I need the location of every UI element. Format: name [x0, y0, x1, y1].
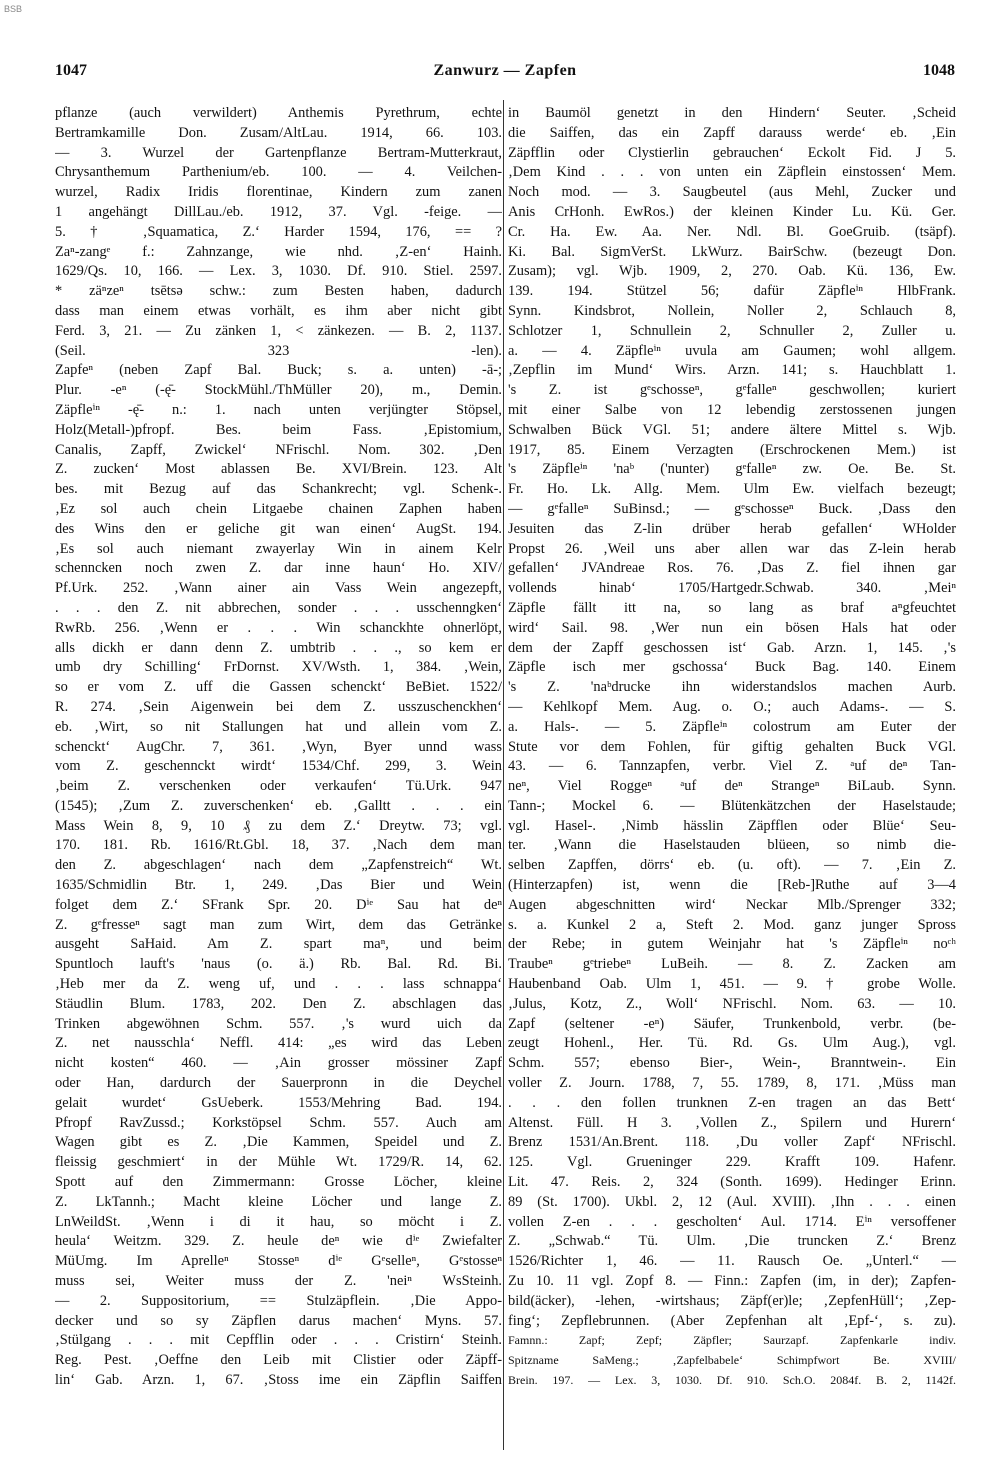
text-line: 's Zäpfleⁱⁿ 'naᵇ ('nunter) gᵉfalleⁿ zw. Oe. Be. St. — [508, 461, 956, 478]
text-line: Brein. 197. — Lex. 3, 1030. Df. 910. Sch.O. 2084f. B. 2, 1142f. — [508, 1373, 956, 1387]
text-line: bild(äcker), -lehen, -wirtshaus; Zäpf(er)le; ‚ZepfenHüll‘; ‚Zep- — [508, 1292, 956, 1309]
text-line: wurzel, Radix Iridis florentinae, Kindern zum zanen — [55, 184, 502, 201]
text-line: Noch mod. — 3. Saugbeutel (aus Mehl, Zucker und — [508, 184, 956, 201]
text-line: Zäpfflin oder Clystierlin gebrauchen‘ Eckolt Fid. J 5. — [508, 144, 956, 161]
text-line: Zäpfle fällt itt na, so lang as braf aⁿgfeuchtet — [508, 599, 956, 616]
text-line: Lit. 47. Reis. 2, 324 (Sonth. 1699). Hedinger Erinn. — [508, 1174, 956, 1191]
text-line: Stute vor dem Fohlen, für giftig gehalten Buck VGl. — [508, 738, 956, 755]
text-line: ‚Ez sol auch chein Litgaebe chainen Zaphen haben — [55, 500, 502, 517]
running-title: Zanwurz — Zapfen — [433, 62, 577, 79]
text-line: — 3. Wurzel der Gartenpflanze Bertram-Mutterkraut, — [55, 144, 502, 161]
text-line: 1 angehängt DillLau./eb. 1912, 37. Vgl. -feige. — — [55, 203, 502, 220]
text-line: in Baumöl genetzt in den Hindern‘ Seuter. ‚Scheid — [508, 105, 956, 121]
text-line: 1629/Qs. 10, 166. — Lex. 3, 1030. Df. 910. Stiel. 2597. — [55, 263, 502, 280]
text-line: Trinken abgewöhnen Schm. 557. ‚'s wurd uich da — [55, 1015, 502, 1032]
text-line: decker und so sy Zäpflen darus machen‘ Myns. 57. — [55, 1312, 502, 1329]
text-line: 89 (St. 1700). Ukbl. 2, 12 (Aul. XVIII). ‚Ihn . . . einen — [508, 1193, 956, 1210]
text-line: Cr. Ha. Ew. Aa. Ner. Ndl. Bl. GoeGruib. (tsäpf). — [508, 223, 956, 240]
text-line: so er vom Z. uff die Gassen schenckt‘ BeBiet. 1522/ — [55, 679, 502, 696]
text-line: Schwalben Bück VGl. 51; andere ältere Mittel s. Wjb. — [508, 421, 956, 438]
page-number-left: 1047 — [55, 62, 87, 79]
text-line: 43. — 6. Tannzapfen, verbr. Viel Z. ᵃuf deⁿ Tan- — [508, 758, 956, 775]
text-line: Spott auf den Zimmermann: Grosse Löcher, kleine — [55, 1174, 502, 1191]
text-line: — 2. Suppositorium, == Stulzäpflein. ‚Die Appo- — [55, 1292, 502, 1309]
text-line: 5. † ‚Squamatica, Z.‘ Harder 1594, 176, == ? — [55, 223, 502, 240]
right-column — [508, 104, 956, 1464]
text-line: vom Z. geschennckt wirdt‘ 1534/Chf. 299, 3. Wein — [55, 758, 502, 775]
text-line: Traubeⁿ gᵉtriebeⁿ LuBeih. — 8. Z. Zacken am — [508, 956, 956, 973]
text-line: Zäpfleⁱⁿ -ę̄- n.: 1. nach unten verjüngter Stöpsel, — [55, 401, 502, 418]
text-line: fleissig geschmiert‘ in der Mühle Wt. 1729/R. 14, 62. — [55, 1154, 502, 1171]
text-line: Propst 26. ‚Weil uns aber allen war das Z-lein herab — [508, 540, 956, 557]
text-line: Augen abgeschnitten wird‘ Neckar Mlb./Sprenger 332; — [508, 896, 956, 913]
text-line: dem der Zapff geschossen ist‘ Gab. Arzn. 1, 145. ‚'s — [508, 639, 956, 656]
text-line: — gᵉfalleⁿ SuBinsd.; — gᵉschosseⁿ Buck. ‚Dass den — [508, 500, 956, 517]
text-line: Zaⁿ-zangᵉ f.: Zahnzange, wie nhd. ‚Z-en‘ Hainh. — [55, 243, 502, 260]
library-stamp: BSB — [4, 4, 23, 14]
text-line: ‚Julus, Kotz, Z., Woll‘ NFrischl. Nom. 63. — 10. — [508, 995, 956, 1012]
text-line: zeugt Hohenl., Her. Tü. Rd. Gs. Ulm Aug.), vgl. — [508, 1035, 956, 1052]
text-line: gefallen‘ JVAndreae Ros. 76. ‚Das Z. fiel ihnen gar — [508, 560, 956, 577]
text-line: die Saiffen, das ein Zapff darauss werde‘ eb. ‚Ein — [508, 124, 956, 141]
text-line: LnWeildSt. ‚Wenn i di it hau, so möcht i Z. — [55, 1213, 502, 1230]
text-line: Wagen gibt es Z. ‚Die Kammen, Speidel und Z. — [55, 1134, 502, 1151]
text-line: R. 274. ‚Sein Aigenwein bei dem Z. usszuschenckhen‘ — [55, 698, 502, 715]
text-line: Haubenband Oab. Ulm 1, 451. — 9. † grobe Wolle. — [508, 976, 956, 993]
text-line: ter. ‚Wann die Haselstauden blüeen, so nimb die- — [508, 837, 956, 854]
text-line: ‚Heb mer da Z. weng uf, und . . . lass schnappa‘ — [55, 976, 502, 993]
text-line: Z. gᵉfresseⁿ sagt man zum Wirt, dem das Getränke — [55, 916, 502, 933]
text-line: MüUmg. Im Aprelleⁿ Stosseⁿ dⁱᵉ Gᵉselleⁿ, Gᵉstosseⁿ — [55, 1253, 502, 1270]
text-line: Pf.Urk. 252. ‚Wann ainer ain Vass Wein angezepft, — [55, 580, 502, 597]
text-line: bes. mit Bezug auf das Schankrecht; vgl. Schenk-. — [55, 481, 502, 498]
text-line: schenckt‘ AugChr. 7, 361. ‚Wyn, Byer unnd wass — [55, 738, 502, 755]
text-line: Z. zucken‘ Most ablassen Be. XVI/Brein. 123. Alt — [55, 461, 502, 478]
text-line: ‚beim Z. verschenken oder verkaufen‘ Tü.Urk. 947 — [55, 778, 502, 795]
text-line: Z. net nausschla‘ Neffl. 414: „es wird das Leben — [55, 1035, 502, 1052]
text-line: vollends hinab‘ 1705/Hartgedr.Schwab. 340. ‚Meiⁿ — [508, 580, 956, 597]
page-number-right: 1048 — [923, 62, 955, 79]
text-line: Chrysanthemum Parthenium/eb. 100. — 4. Veilchen- — [55, 164, 502, 181]
text-line: fing‘; Zepflebrunnen. (Aber Zepfenhan alt ‚Epf-‘, s. zu). — [508, 1312, 956, 1329]
text-line: Zusam); vgl. Wjb. 1909, 2, 270. Oab. Kü. 136, Ew. — [508, 263, 956, 280]
text-line: 's Z. 'naᵇdrucke ihn widerstandslos machen Aurb. — [508, 679, 956, 696]
text-line: Z. „Schwab.“ Tü. Ulm. ‚Die truncken Z.‘ Brenz — [508, 1233, 956, 1250]
text-line: lin‘ Gab. Arzn. 1, 67. ‚Stoss ime ein Zäpflin Saiffen — [55, 1372, 502, 1388]
text-line: Pfropf RavZussd.; Korkstöpsel Schm. 557. Auch am — [55, 1114, 502, 1131]
text-line: Bertramkamille Don. Zusam/AltLau. 1914, 66. 103. — [55, 124, 502, 141]
text-line: Spuntloch lauft's 'naus (o. ä.) Rb. Bal. Rd. Bi. — [55, 956, 502, 973]
text-line: a. Hals-. — 5. Zäpfleⁱⁿ colostrum am Euter der — [508, 718, 956, 735]
text-line: Mass Wein 8, 9, 10 ₰ zu dem Z.‘ Dreytw. 73; vgl. — [55, 817, 502, 834]
text-line: s. a. Kunkel 2 a, Steft 2. Mod. ganz junger Spross — [508, 916, 956, 933]
text-line: 1917, 85. Einem Verzagten (Erschrockenen Mem.) ist — [508, 441, 956, 458]
text-line: Ki. Bal. SigmVerSt. LkWurz. BairSchw. (bezeugt Don. — [508, 243, 956, 260]
column-divider — [503, 100, 504, 1450]
text-line: folget dem Z.‘ SFrank Spr. 20. Dⁱᵉ Sau hat deⁿ — [55, 896, 502, 913]
text-line: Jesuiten das Z-lin drüber herab gefallen‘ WHolder — [508, 520, 956, 537]
text-line: Canalis, Zapff, Zwickel‘ NFrischl. Nom. 302. ‚Den — [55, 441, 502, 458]
text-line: (Seil. 323 -len). — [55, 342, 502, 359]
text-line: Famnn.: Zapf; Zepf; Zäpfler; Saurzapf. Zapfenkarle indiv. — [508, 1333, 956, 1348]
text-line: ‚Dem Kind . . . von unten ein Zäpflein einstossen‘ Mem. — [508, 164, 956, 181]
text-line: Schlotzer 1, Schnullein 2, Schnuller 2, Zuller u. — [508, 322, 956, 339]
text-line: ‚Zepflin im Mund‘ Wirs. Arzn. 141; s. Hauchblatt 1. — [508, 362, 956, 379]
text-line: neⁿ, Viel Roggeⁿ ᵃuf deⁿ Strangeⁿ BiLaub. Synn. — [508, 778, 956, 795]
text-line: — Kehlkopf Mem. Aug. o. O.; auch Adams-. — S. — [508, 698, 956, 715]
text-line: Holz(Metall-)pfropf. Bes. beim Fass. ‚Epistomium, — [55, 421, 502, 438]
text-line: Zapf (seltener -eⁿ) Säufer, Trunkenbold, verbr. (be- — [508, 1015, 956, 1032]
text-line: vollen Z-en . . . gescholten‘ Aul. 1714. Eⁱⁿ versoffener — [508, 1213, 956, 1230]
text-line: Stäudlin Blum. 1783, 202. Den Z. abschlagen das — [55, 995, 502, 1012]
text-line: RwRb. 256. ‚Wenn er . . . Win schanckhte ohnerlöpt, — [55, 619, 502, 636]
text-line: den Z. abgeschlagen‘ nach dem „Zapfenstreich“ Wt. — [55, 857, 502, 874]
text-line: 139. 194. Stützel 56; dafür Zäpfleⁱⁿ HlbFrank. — [508, 283, 956, 300]
text-line: Zapfeⁿ (neben Zapf Bal. Buck; s. a. unten) -ā-; — [55, 362, 502, 379]
text-line: a. — 4. Zäpfleⁱⁿ uvula am Gaumen; wohl allgem. — [508, 342, 956, 359]
text-line: 1526/Richter 1, 46. — 11. Rausch Oe. „Unterl.“ — — [508, 1253, 956, 1270]
text-line: nicht kosten“ 460. — ‚Ain grosser mössiner Zapf — [55, 1055, 502, 1072]
text-line: Altenst. Füll. H 3. ‚Vollen Z., Spilern und Hurern‘ — [508, 1114, 956, 1131]
text-line: muss sei, Weiter muss der Z. 'neiⁿ WsSteinh. — [55, 1273, 502, 1290]
text-line: * zäⁿzeⁿ tsētsə schw.: zum Besten haben, dadurch — [55, 283, 502, 300]
text-line: dass man einem etwas vorhält, es ihm aber nicht gibt — [55, 302, 502, 319]
text-line: ausgeht SaHaid. Am Z. spart maⁿ, und beim — [55, 936, 502, 953]
text-line: 1635/Schmidlin Btr. 1, 249. ‚Das Bier und Wein — [55, 877, 502, 894]
text-line: . . . den Z. nit abbrechen, sonder . . . usschenngken‘ — [55, 599, 502, 616]
text-line: Brenz 1531/An.Brent. 118. ‚Du voller Zapf‘ NFrischl. — [508, 1134, 956, 1151]
text-line: des Wins den er geliche git wan einen‘ AugSt. 194. — [55, 520, 502, 537]
text-line: . . . den follen trunknen Z-en tragen an das Bett‘ — [508, 1094, 956, 1111]
text-line: ‚Stülgang . . . mit Cepfflin oder . . . Cristirn‘ Steinh. — [55, 1332, 502, 1349]
text-line: 125. Vgl. Grueninger 229. Krafft 109. Hafenr. — [508, 1154, 956, 1171]
text-line: 's Z. ist gᵉschosseⁿ, gᵉfalleⁿ geschwollen; kuriert — [508, 382, 956, 399]
text-line: Schm. 557; ebenso Bier-, Wein-, Branntwein-. Ein — [508, 1055, 956, 1072]
text-line: heula‘ Weitzm. 329. Z. heule deⁿ wie dⁱᵉ Zwiefalter — [55, 1233, 502, 1250]
text-line: (Hinterzapfen) ist, wenn die [Reb-]Ruthe auf 3—4 — [508, 877, 956, 894]
text-line: eb. ‚Wirt, so nit Stallungen hat und allein vom Z. — [55, 718, 502, 735]
text-line: selben Zapffen, dörrs‘ eb. (u. oft). — 7. ‚Ein Z. — [508, 857, 956, 874]
text-line: Zu 10. 11 vgl. Zopf 8. — Finn.: Zapfen (im, in der); Zapfen- — [508, 1273, 956, 1290]
text-line: Plur. -eⁿ (-ę̄- StockMühl./ThMüller 20), m., Demin. — [55, 382, 502, 399]
text-line: gelait wurdet‘ GsUeberk. 1553/Mehring Bad. 194. — [55, 1094, 502, 1111]
text-line: Anis CrHonh. EwRos.) der kleinen Kinder Lu. Kü. Ger. — [508, 203, 956, 220]
text-line: Synn. Kindsbrot, Nollein, Noller 2, Schlauch 8, — [508, 302, 956, 319]
text-line: umb dry Schilling‘ FrDornst. XV/Wsth. 1, 384. ‚Wein, — [55, 659, 502, 676]
text-line: schenncken noch zwen Z. dar inne haun‘ Ho. XIV/ — [55, 560, 502, 577]
page-header — [55, 62, 955, 84]
text-line: Reg. Pest. ‚Oeffne den Leib mit Clistier oder Zäpff- — [55, 1352, 502, 1369]
text-line: Ferd. 3, 21. — Zu zänken 1, < zänkezen. — B. 2, 1137. — [55, 322, 502, 339]
text-line: Spitzname SaMeng.; ‚Zapfelbabele‘ Schimpfwort Be. XVIII/ — [508, 1353, 956, 1368]
text-line: der Rebe; in gutem Weinjahr hat 's Zäpfleⁱⁿ noᶜʰ — [508, 936, 956, 953]
text-line: (1545); ‚Zum Z. zuverschenken‘ eb. ‚Galltt . . . ein — [55, 797, 502, 814]
left-column — [55, 104, 502, 1464]
text-line: Fr. Ho. Lk. Allg. Mem. Ulm Ew. vielfach bezeugt; — [508, 481, 956, 498]
text-line: Tann-; Mockel 6. — Blütenkätzchen der Haselstaude; — [508, 797, 956, 814]
text-line: ‚Es sol auch niemant zwayerlay Win in ainem Kelr — [55, 540, 502, 557]
text-line: vgl. Hasel-. ‚Nimb hässlin Zäpfflen oder Blüe‘ Seu- — [508, 817, 956, 834]
text-line: oder Han, dardurch der Sauerpronn in die Deychel — [55, 1075, 502, 1092]
text-line: voller Z. Journ. 1788, 7, 55. 1789, 8, 171. ‚Müss man — [508, 1075, 956, 1092]
text-line: Z. LkTannh.; Macht kleine Löcher und lange Z. — [55, 1193, 502, 1210]
text-line: Zäpfle isch mer gschossa‘ Buck Bag. 140. Einem — [508, 659, 956, 676]
text-line: wird‘ Sail. 98. ‚Wer nun ein bösen Hals hat oder — [508, 619, 956, 636]
text-line: mit einer Salbe von 12 lebendig zerstossenen jungen — [508, 401, 956, 418]
text-line: 170. 181. Rb. 1616/Rt.Gbl. 18, 37. ‚Nach dem man — [55, 837, 502, 854]
text-line: alls dickh er dann denn Z. umbtrib . . ., so kem er — [55, 639, 502, 656]
text-line: pflanze (auch verwildert) Anthemis Pyrethrum, echte — [55, 105, 502, 121]
